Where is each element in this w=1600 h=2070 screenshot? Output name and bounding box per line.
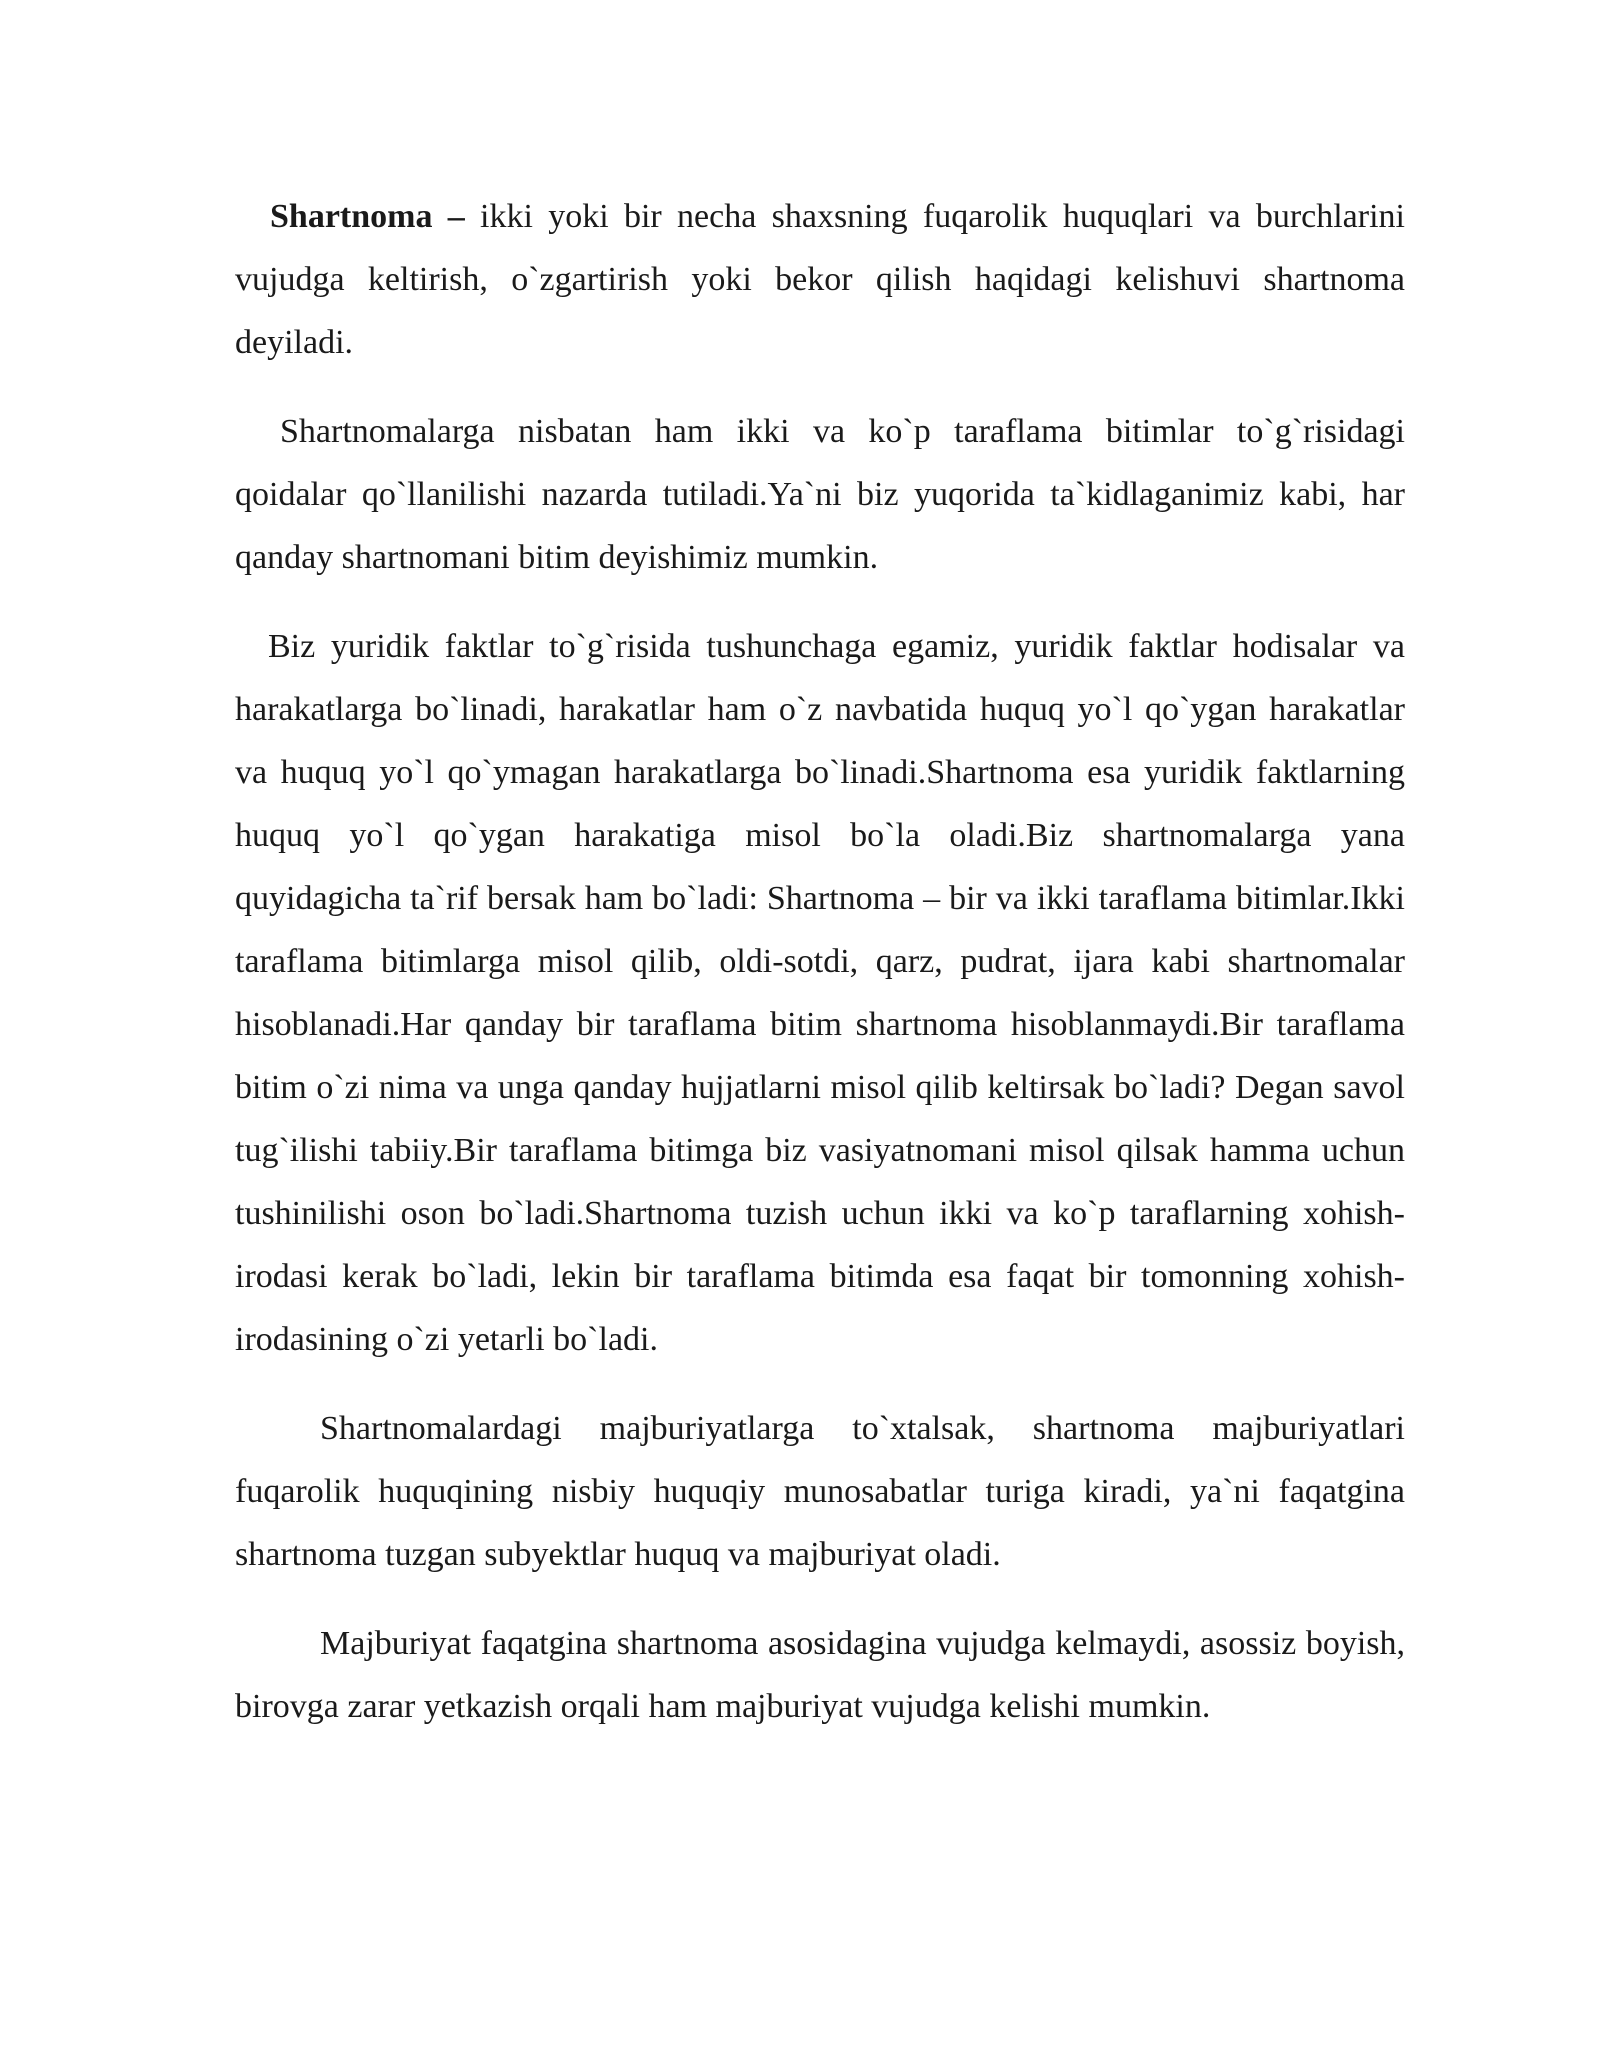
term-shartnoma: Shartnoma – (270, 198, 465, 235)
paragraph-majburiyatlar: Shartnomalardagi majburiyatlarga to`xtalsak, shartnoma majburiyatlari fuqarolik huquqining nisbiy huquqiy munosabatlar turiga kiradi, ya`ni faqatgina shartnoma tuzgan subyektlar huquq va majburiyat oladi. (235, 1410, 1405, 1573)
paragraph-majburiyat-asoslari: Majburiyat faqatgina shartnoma asosidagina vujudga kelmaydi, asossiz boyish, birovga zarar yetkazish orqali ham majburiyat vujudga kelishi mumkin. (235, 1625, 1405, 1725)
paragraph-definition (235, 185, 1405, 374)
paragraph-yuridik-faktlar: Biz yuridik faktlar to`g`risida tushunchaga egamiz, yuridik faktlar hodisalar va harakatlarga bo`linadi, harakatlar ham o`z navbatida huquq yo`l qo`ygan harakatlar va huquq yo`l qo`ymagan harakatlarga bo`linadi.Shartnoma esa yuridik faktlarning huquq yo`l qo`ygan harakatiga misol bo`la oladi.Biz shartnomalarga yana quyidagicha ta`rif bersak ham bo`ladi: Shartnoma – bir va ikki taraflama bitimlar.Ikki taraflama bitimlarga misol qilib, oldi-sotdi, qarz, pudrat, ijara kabi shartnomalar hisoblanadi.Har qanday bir taraflama bitim shartnoma hisoblanmaydi.Bir taraflama bitim o`zi nima va unga qanday hujjatlarni misol qilib keltirsak bo`ladi? Degan savol tug`ilishi tabiiy.Bir taraflama bitimga biz vasiyatnomani misol qilsak hamma uchun tushinilishi oson bo`ladi.Shartnoma tuzish uchun ikki va ko`p taraflarning xohish-irodasi kerak bo`ladi, lekin bir taraflama bitimda esa faqat bir tomonning xohish-irodasining o`zi yetarli bo`ladi. (235, 628, 1405, 1358)
paragraph-text: ikki yoki bir necha shaxsning fuqarolik huquqlari va burchlarini vujudga keltirish, o`zgartirish yoki bekor qilish haqidagi kelishuvi shartnoma deyiladi. (235, 198, 1405, 361)
document-body (235, 185, 1405, 1764)
paragraph-bitimlar: Shartnomalarga nisbatan ham ikki va ko`p taraflama bitimlar to`g`risidagi qoidalar qo`llanilishi nazarda tutiladi.Ya`ni biz yuqorida ta`kidlaganimiz kabi, har qanday shartnomani bitim deyishimiz mumkin. (235, 413, 1405, 576)
